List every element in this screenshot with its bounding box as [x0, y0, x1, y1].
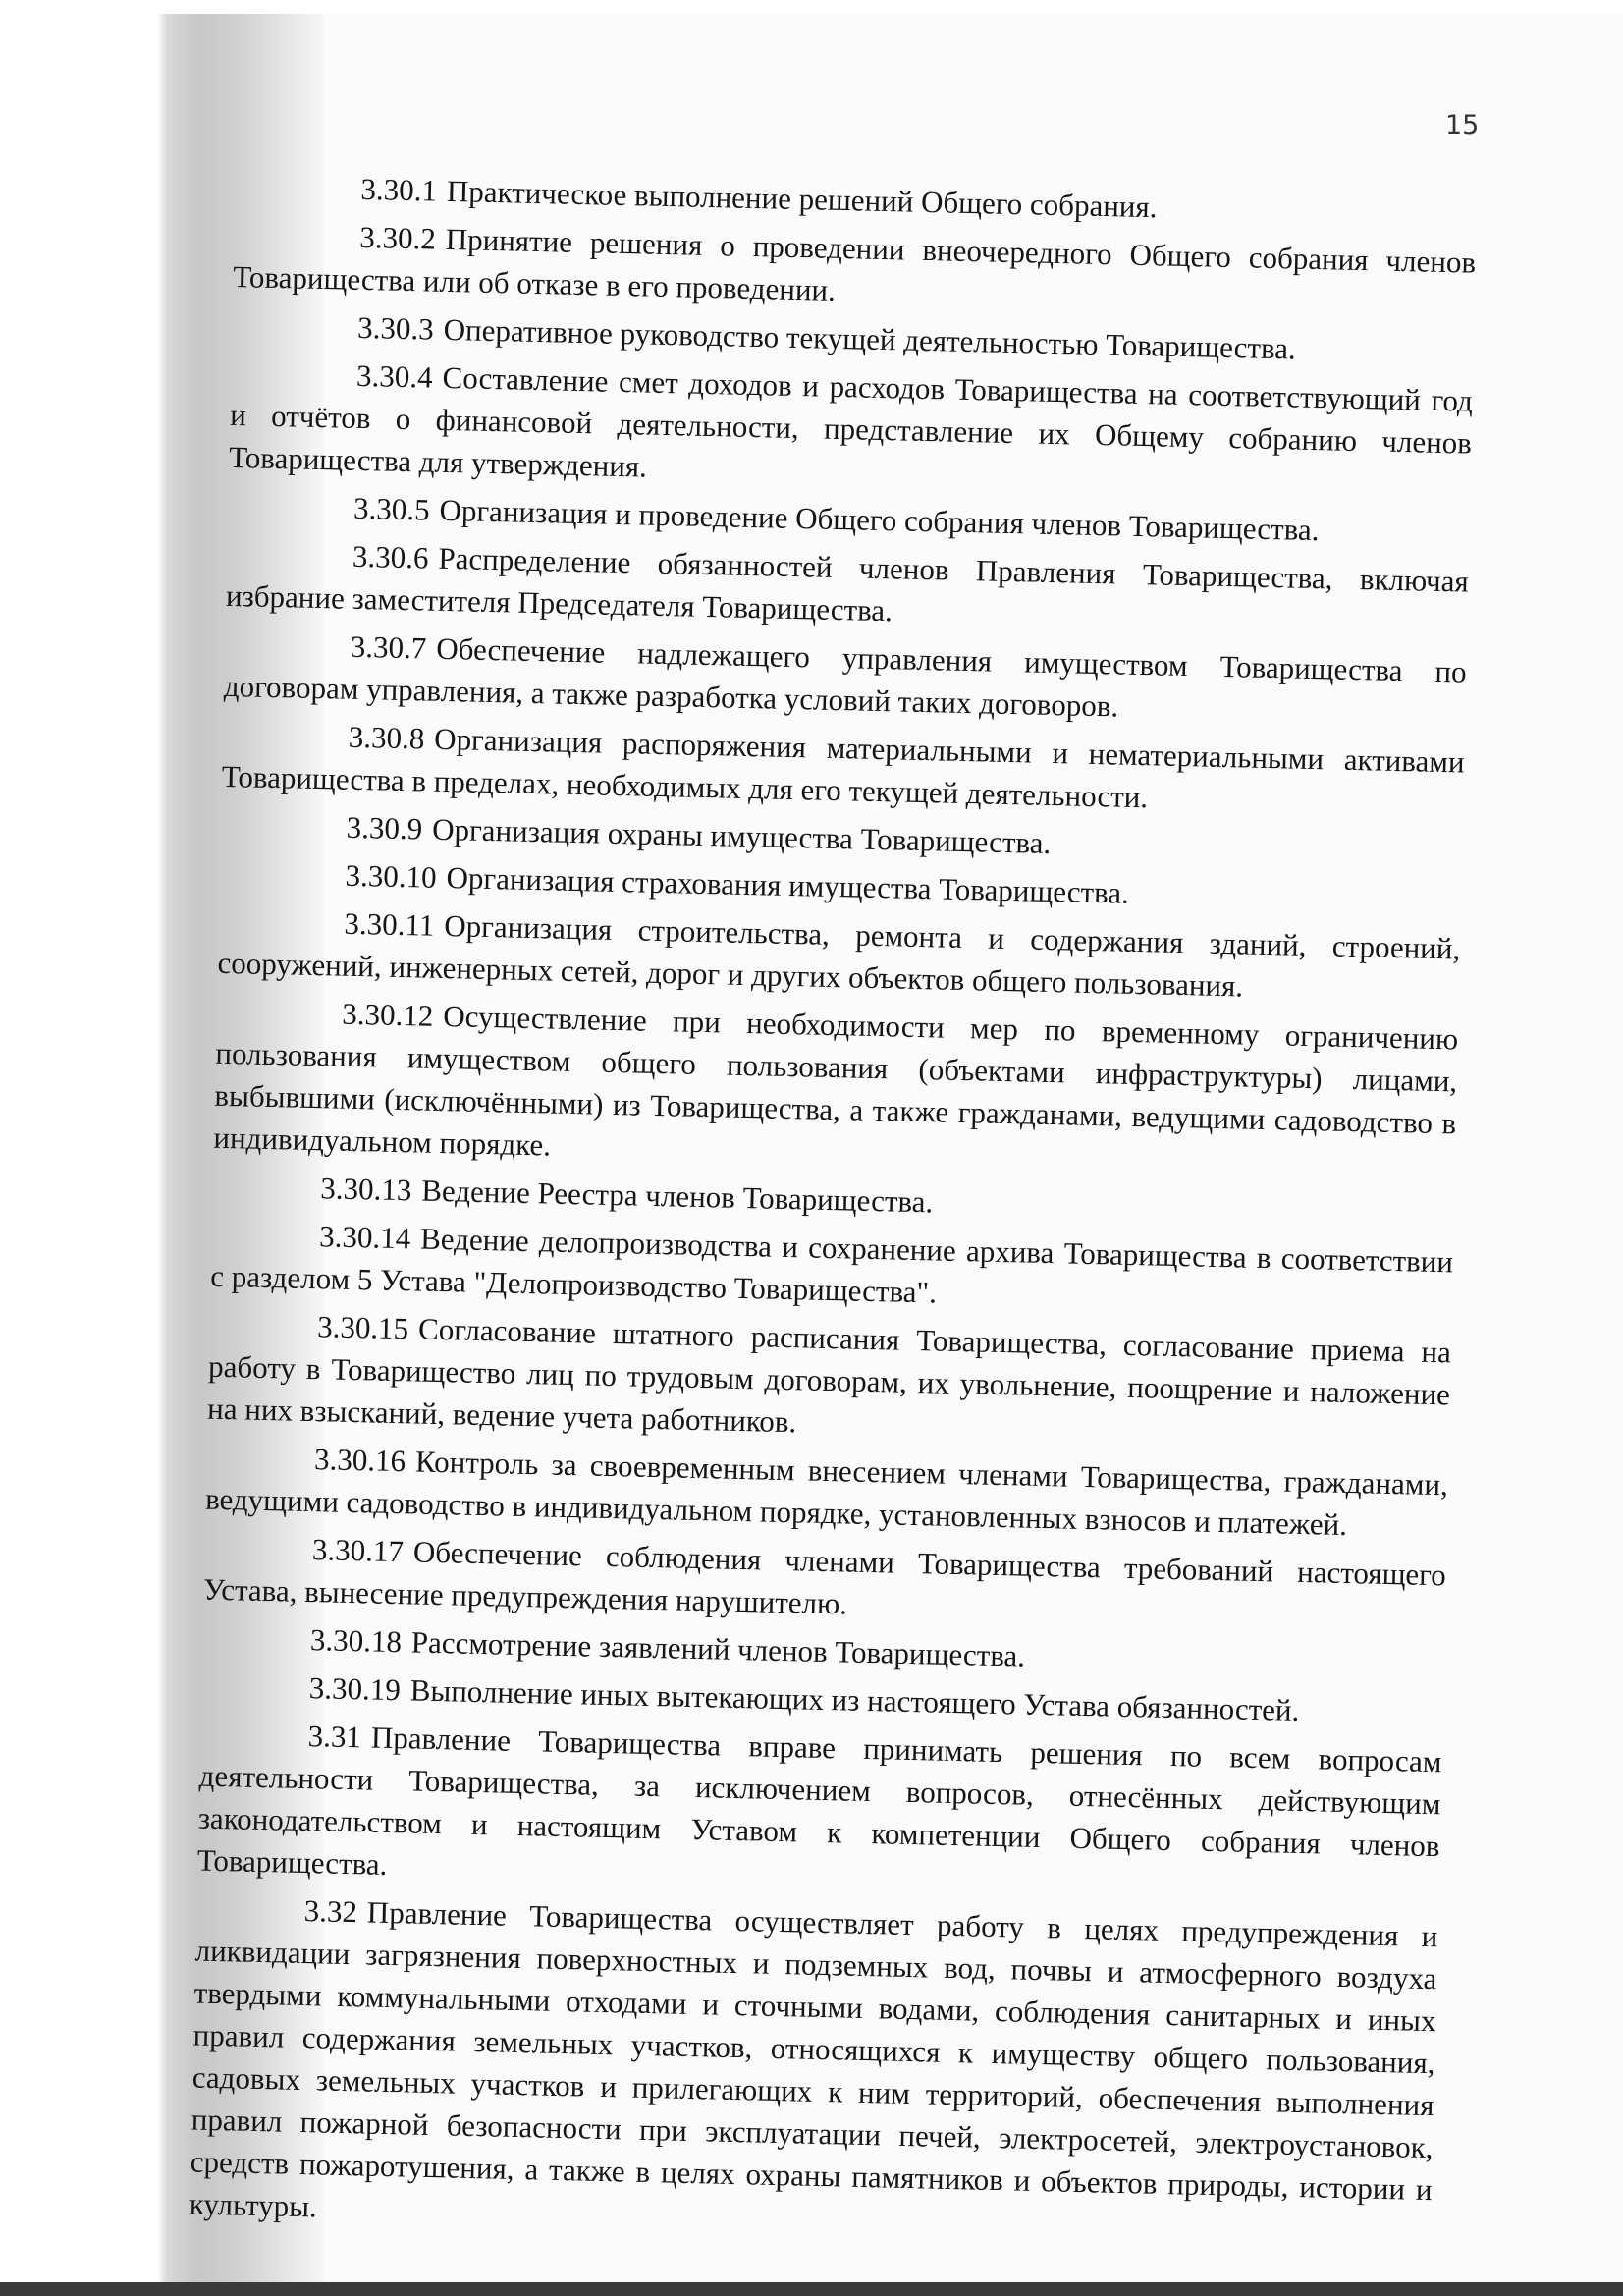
document-body: [189, 165, 1477, 2259]
clause-text: Оперативное руководство текущей деятельностью Товарищества.: [443, 311, 1297, 366]
clause-text: Ведение Реестра членов Товарищества.: [420, 1173, 934, 1220]
clause-number: 3.30.4: [355, 357, 434, 395]
scan-top-edge: [0, 0, 1623, 14]
clause-number: 3.30.12: [342, 996, 434, 1033]
clause-text: Составление смет доходов и расходов Товарищества на соответствующий год и отчётов о финансовой деятельности, представление их Общему собранию членов Товарищества для утверждения.: [228, 359, 1474, 484]
clause-number: 3.30.2: [358, 219, 437, 256]
clause-text: Организация страхования имущества Товарищества.: [446, 860, 1130, 910]
clause-text: Организация распоряжения материальными и нематериальными активами Товарищества в пределах, необходимых для его текущей деятельности.: [221, 721, 1465, 815]
clause-text: Обеспечение надлежащего управления имуществом Товарищества по договорам управления, а также разработка условий таких договоров.: [223, 630, 1468, 724]
clause-number: 3.30.9: [346, 809, 423, 847]
clause-number: 3.30.7: [350, 629, 427, 666]
clause-text: Правление Товарищества вправе принимать решения по всем вопросам деятельности Товарищества, за исключением вопросов, отнесённых действующим законодательством и настоящим Уставом к компетенции Общего собрания членов Товарищества.: [196, 1720, 1442, 1882]
paragraph-3-30-4: [229, 352, 1474, 507]
clause-text: Рассмотрение заявлений членов Товарищества.: [410, 1624, 1026, 1673]
clause-number: 3.30.18: [309, 1622, 403, 1660]
clause-number: 3.30.10: [345, 857, 437, 895]
clause-number: 3.30.1: [360, 171, 438, 208]
clause-text: Организация охраны имущества Товарищества.: [431, 811, 1052, 861]
clause-text: Осуществление при необходимости мер по временному ограничению пользования имуществом общего пользования (объектами инфраструктуры) лицами, выбывшими (исключёнными) из Товарищества, а также гражданами, ведущими садоводство в индивидуальном порядке.: [213, 999, 1459, 1163]
page-number: 15: [1445, 110, 1480, 140]
clause-number: 3.32: [303, 1893, 358, 1930]
clause-number: 3.30.15: [316, 1309, 409, 1346]
clause-text: Распределение обязанностей членов Правления Товарищества, включая избрание заместителя Председателя Товарищества.: [225, 540, 1470, 629]
clause-number: 3.30.5: [352, 490, 430, 527]
clause-number: 3.30.17: [311, 1532, 405, 1569]
clause-number: 3.30.13: [319, 1171, 412, 1208]
clause-text: Организация и проведение Общего собрания членов Товарищества.: [439, 492, 1320, 548]
clause-text: Организация строительства, ремонта и содержания зданий, строений, сооружений, инженерных сетей, дорог и других объектов общего пользования.: [217, 908, 1461, 1004]
clause-number: 3.30.14: [318, 1219, 411, 1256]
paragraph-3-31: [196, 1713, 1442, 1910]
clause-number: 3.30.3: [356, 309, 435, 347]
clause-text: Принятие решения о проведении внеочередного Общего собрания членов Товарищества или об отказе в его проведении.: [233, 221, 1477, 307]
paragraph-3-32: [189, 1887, 1437, 2254]
clause-number: 3.30.11: [344, 905, 435, 943]
scan-bottom-edge: [0, 2282, 1623, 2296]
clause-text: Практическое выполнение решений Общего собрания.: [446, 173, 1158, 225]
paragraph-3-30-12: [213, 990, 1459, 1187]
clause-number: 3.30.8: [348, 719, 425, 756]
clause-number: 3.30.16: [313, 1442, 406, 1479]
clause-text: Контроль за своевременным внесением членами Товарищества, гражданами, ведущими садоводство в индивидуальном порядке, установленных взносов и платежей.: [204, 1444, 1449, 1543]
clause-number: 3.30.6: [352, 538, 429, 575]
clause-text: Обеспечение соблюдения членами Товарищества требований настоящего Устава, вынесение предупреждения нарушителю.: [202, 1534, 1447, 1621]
clause-text: Выполнение иных вытекающих из настоящего Устава обязанностей.: [409, 1672, 1300, 1727]
clause-text: Ведение делопроизводства и сохранение архива Товарищества в соответствии с разделом 5 Устава "Делопроизводство Товарищества".: [209, 1221, 1454, 1310]
clause-text: Согласование штатного расписания Товарищества, согласование приема на работу в Товарищество лиц по трудовым договорам, их увольнение, поощрение и наложение на них взысканий, ведение учета работников.: [206, 1311, 1452, 1440]
clause-number: 3.30.19: [308, 1670, 402, 1708]
paragraph-3-30-15: [207, 1303, 1452, 1458]
clause-number: 3.31: [307, 1719, 362, 1755]
clause-text: Правление Товарищества осуществляет работу в целях предупреждения и ликвидации загрязнения поверхностных и подземных вод, почвы и атмосферного воздуха твердыми коммунальными отходами и сточными водами, соблюдения санитарных и иных правил содержания земельных участков, относящихся к имуществу общего пользования, садовых земельных участков и прилегающих к ним территорий, обеспечения выполнения правил пожарной безопасности при эксплуатации печей, электросетей, электроустановок, средств пожаротушения, а также в целях охраны памятников и объектов природы, истории и культуры.: [189, 1894, 1438, 2224]
